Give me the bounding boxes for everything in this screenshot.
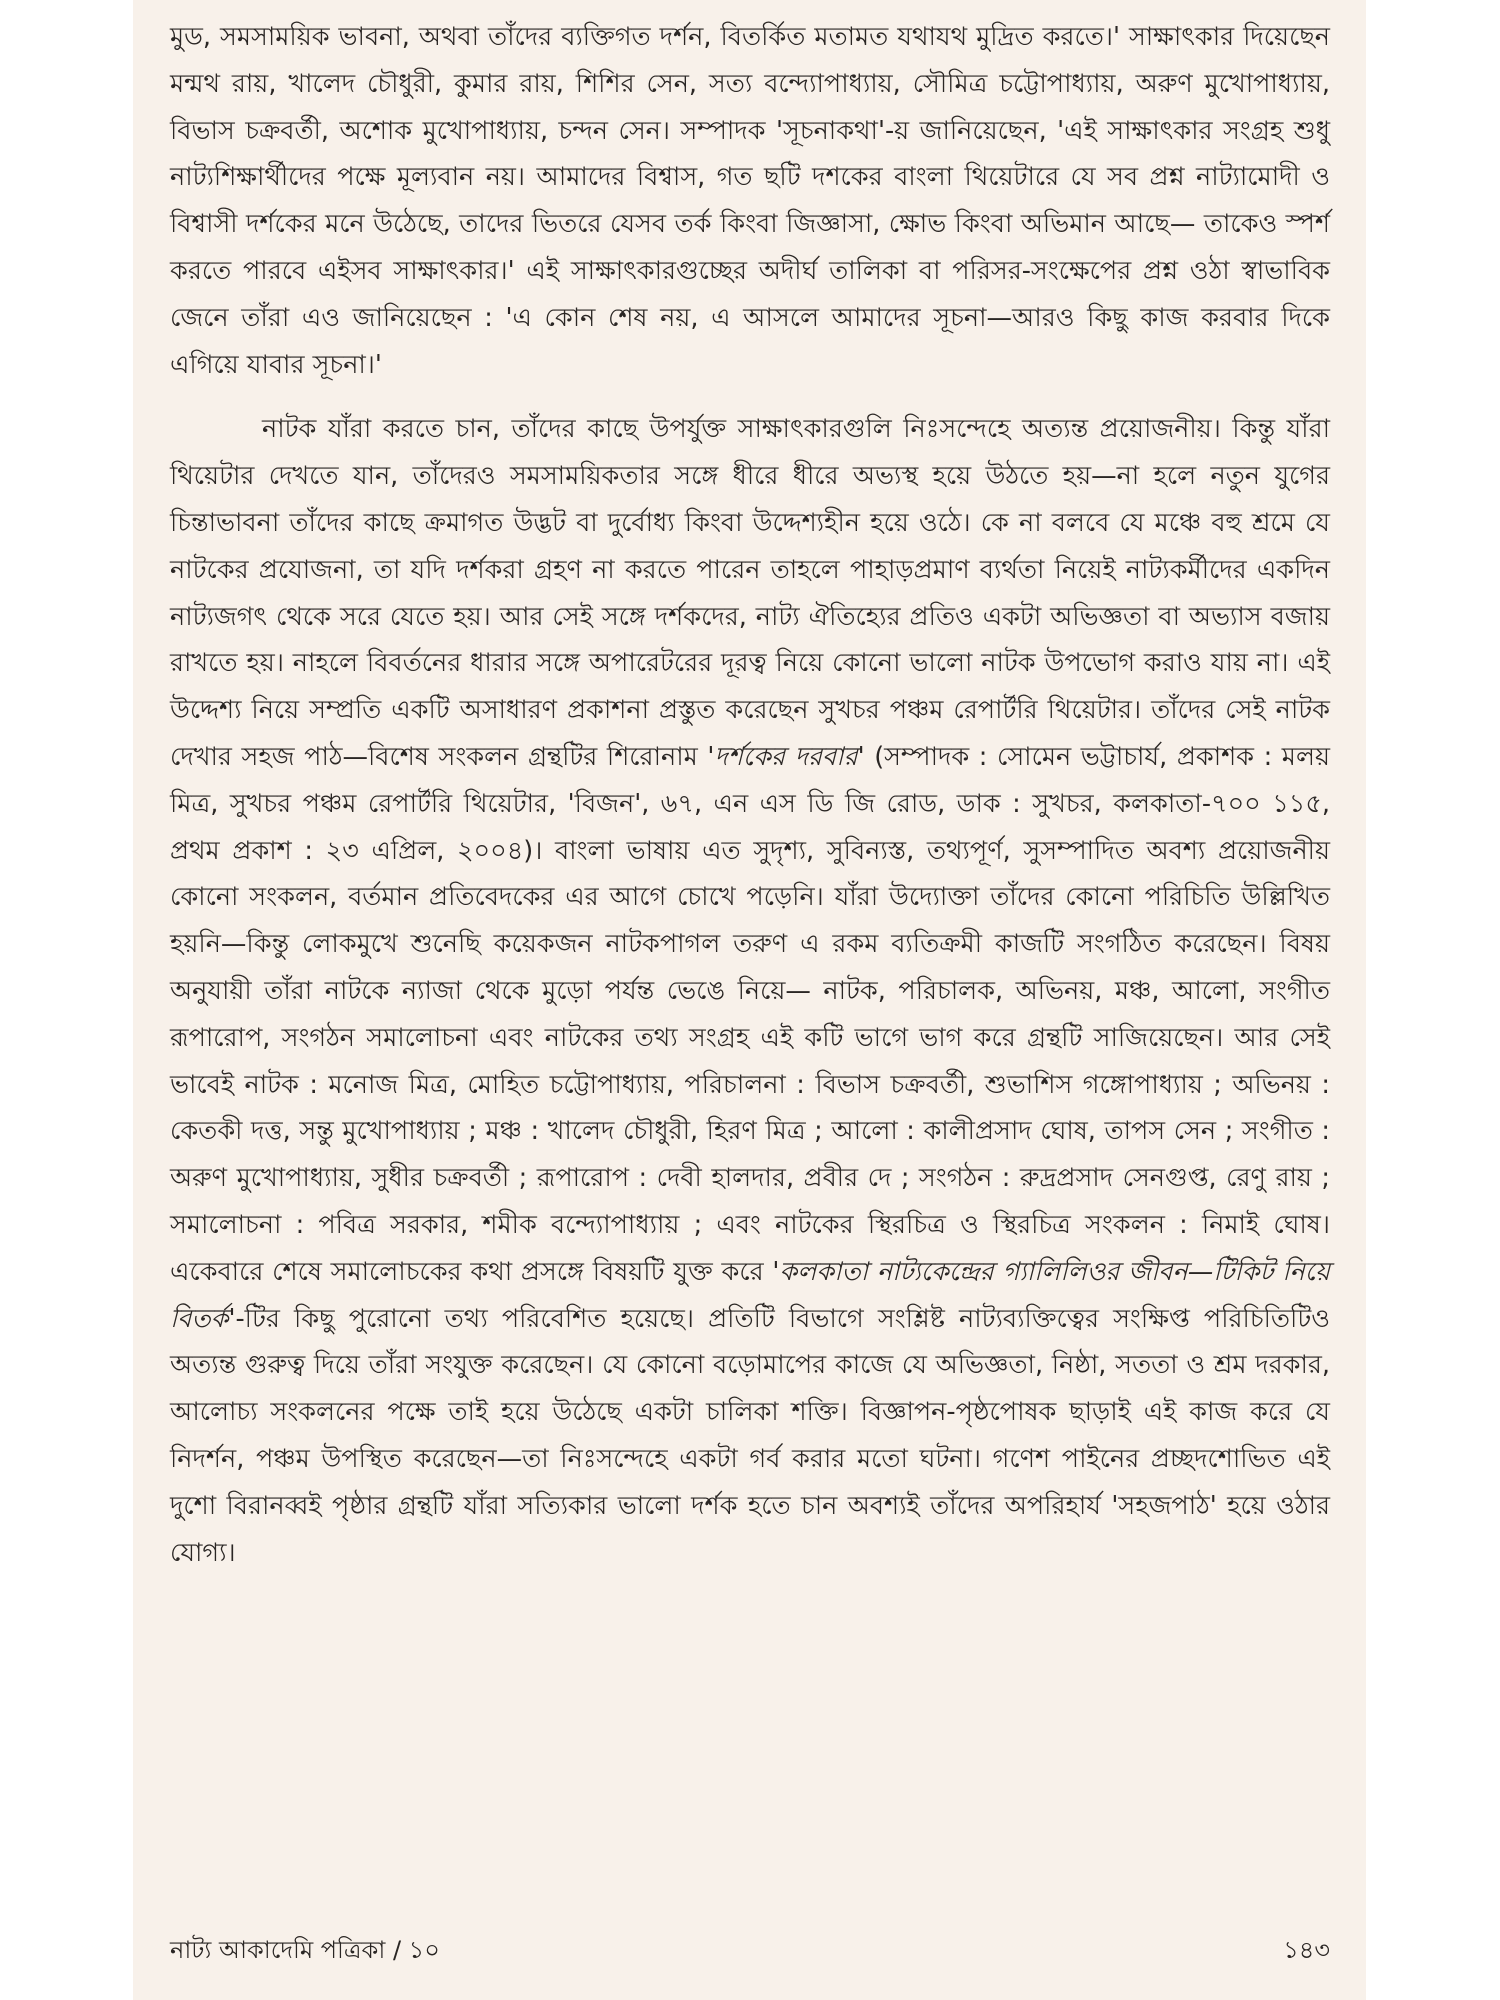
page-footer: [170, 1932, 1330, 1972]
article-body: [170, 14, 1330, 1576]
paragraph-2-part-b: (সম্পাদক : সোমেন ভট্টাচার্য, প্রকাশক : মলয় মিত্র, সুখচর পঞ্চম রেপার্টরি থিয়েটার, 'বিজন', ৬৭, এন এস ডি জি রোড, ডাক : সুখচর, কলকাতা-৭০০ ১১৫, প্রথম প্রকাশ : ২৩ এপ্রিল, ২০০৪)। বাংলা ভাষায় এত সুদৃশ্য, সুবিন্যস্ত, তথ্যপূর্ণ, সুসম্পাদিত অবশ্য প্রয়োজনীয় কোনো সংকলন, বর্তমান প্রতিবেদকের এর আগে চোখে পড়েনি। যাঁরা উদ্যোক্তা তাঁদের কোনো পরিচিতি উল্লিখিত হয়নি—কিন্তু লোকমুখে শুনেছি কয়েকজন নাটকপাগল তরুণ এ রকম ব্যতিক্রমী কাজটি সংগঠিত করেছেন। বিষয় অনুযায়ী তাঁরা নাটকে ন্যাজা থেকে মুড়ো পর্যন্ত ভেঙে নিয়ে— নাটক, পরিচালক, অভিনয়, মঞ্চ, আলো, সংগীত রূপারোপ, সংগঠন সমালোচনা এবং নাটকের তথ্য সংগ্রহ এই কটি ভাগে ভাগ করে গ্রন্থটি সাজিয়েছেন। আর সেই ভাবেই নাটক : মনোজ মিত্র, মোহিত চট্টোপাধ্যায়, পরিচালনা : বিভাস চক্রবর্তী, শুভাশিস গঙ্গোপাধ্যায় ; অভিনয় : কেতকী দত্ত, সন্তু মুখোপাধ্যায় ; মঞ্চ : খালেদ চৌধুরী, হিরণ মিত্র ; আলো : কালীপ্রসাদ ঘোষ, তাপস সেন ; সংগীত : অরুণ মুখোপাধ্যায়, সুধীর চক্রবর্তী ; রূপারোপ : দেবী হালদার, প্রবীর দে ; সংগঠন : রুদ্রপ্রসাদ সেনগুপ্ত, রেণু রায় ; সমালোচনা : পবিত্র সরকার, শমীক বন্দ্যোপাধ্যায় ; এবং নাটকের স্থিরচিত্র ও স্থিরচিত্র সংকলন : নিমাই ঘোষ। একেবারে শেষে সমালোচকের কথা প্রসঙ্গে বিষয়টি যুক্ত করে: [170, 741, 1330, 1287]
book-title: 'দর্শকের দরবার': [707, 741, 865, 772]
paragraph-2-part-c: -টির কিছু পুরোনো তথ্য পরিবেশিত হয়েছে। প্রতিটি বিভাগে সংশ্লিষ্ট নাট্যব্যক্তিত্বের সংক্ষিপ্ত পরিচিতিটিও অত্যন্ত গুরুত্ব দিয়ে তাঁরা সংযুক্ত করেছেন। যে কোনো বড়োমাপের কাজে যে অভিজ্ঞতা, নিষ্ঠা, সততা ও শ্রম দরকার, আলোচ্য সংকলনের পক্ষে তাই হয়ে উঠেছে একটা চালিকা শক্তি। বিজ্ঞাপন-পৃষ্ঠপোষক ছাড়াই এই কাজ করে যে নিদর্শন, পঞ্চম উপস্থিত করেছেন—তা নিঃসন্দেহে একটা গর্ব করার মতো ঘটনা। গণেশ পাইনের প্রচ্ছদশোভিত এই দুশো বিরানব্বই পৃষ্ঠার গ্রন্থটি যাঁরা সত্যিকার ভালো দর্শক হতে চান অবশ্যই তাঁদের অপরিহার্য 'সহজপাঠ' হয়ে ওঠার যোগ্য।: [170, 1303, 1330, 1568]
paragraph-2-part-a: নাটক যাঁরা করতে চান, তাঁদের কাছে উপর্যুক্ত সাক্ষাৎকারগুলি নিঃসন্দেহে অত্যন্ত প্রয়োজনীয়। কিন্তু যাঁরা থিয়েটার দেখতে যান, তাঁদেরও সমসাময়িকতার সঙ্গে ধীরে ধীরে অভ্যস্থ হয়ে উঠতে হয়—না হলে নতুন যুগের চিন্তাভাবনা তাঁদের কাছে ক্রমাগত উদ্ভট বা দুর্বোধ্য কিংবা উদ্দেশ্যহীন হয়ে ওঠে। কে না বলবে যে মঞ্চে বহু শ্রমে যে নাটকের প্রযোজনা, তা যদি দর্শকরা গ্রহণ না করতে পারেন তাহলে পাহাড়প্রমাণ ব্যর্থতা নিয়েই নাট্যকর্মীদের একদিন নাট্যজগৎ থেকে সরে যেতে হয়। আর সেই সঙ্গে দর্শকদের, নাট্য ঐতিহ্যের প্রতিও একটা অভিজ্ঞতা বা অভ্যাস বজায় রাখতে হয়। নাহলে বিবর্তনের ধারার সঙ্গে অপারেটরের দূরত্ব নিয়ে কোনো ভালো নাটক উপভোগ করাও যায় না। এই উদ্দেশ্য নিয়ে সম্প্রতি একটি অসাধারণ প্রকাশনা প্রস্তুত করেছেন সুখচর পঞ্চম রেপার্টরি থিয়েটার। তাঁদের সেই নাটক দেখার সহজ পাঠ—বিশেষ সংকলন গ্রন্থটির শিরোনাম: [170, 414, 1330, 772]
paragraph-2: [170, 406, 1330, 1576]
paragraph-1: মুড, সমসাময়িক ভাবনা, অথবা তাঁদের ব্যক্তিগত দর্শন, বিতর্কিত মতামত যথাযথ মুদ্রিত করতে।' সাক্ষাৎকার দিয়েছেন মন্মথ রায়, খালেদ চৌধুরী, কুমার রায়, শিশির সেন, সত্য বন্দ্যোপাধ্যায়, সৌমিত্র চট্টোপাধ্যায়, অরুণ মুখোপাধ্যায়, বিভাস চক্রবর্তী, অশোক মুখোপাধ্যায়, চন্দন সেন। সম্পাদক 'সূচনাকথা'-য় জানিয়েছেন, 'এই সাক্ষাৎকার সংগ্রহ শুধু নাট্যশিক্ষার্থীদের পক্ষে মূল্যবান নয়। আমাদের বিশ্বাস, গত ছটি দশকের বাংলা থিয়েটারে যে সব প্রশ্ন নাট্যামোদী ও বিশ্বাসী দর্শকের মনে উঠেছে, তাদের ভিতরে যেসব তর্ক কিংবা জিজ্ঞাসা, ক্ষোভ কিংবা অভিমান আছে— তাকেও স্পর্শ করতে পারবে এইসব সাক্ষাৎকার।' এই সাক্ষাৎকারগুচ্ছের অদীর্ঘ তালিকা বা পরিসর-সংক্ষেপের প্রশ্ন ওঠা স্বাভাবিক জেনে তাঁরা এও জানিয়েছেন : 'এ কোন শেষ নয়, এ আসলে আমাদের সূচনা—আরও কিছু কাজ করবার দিকে এগিয়ে যাবার সূচনা।': [170, 22, 1330, 380]
page-number: ১৪৩: [1283, 1936, 1330, 1964]
journal-name: নাট্য আকাদেমি পত্রিকা / ১০: [170, 1936, 440, 1964]
controversy-title: 'কলকাতা নাট্যকেন্দ্রের গ্যালিলিওর জীবন—টিকিট নিয়ে বিতর্ক': [170, 1256, 1330, 1334]
